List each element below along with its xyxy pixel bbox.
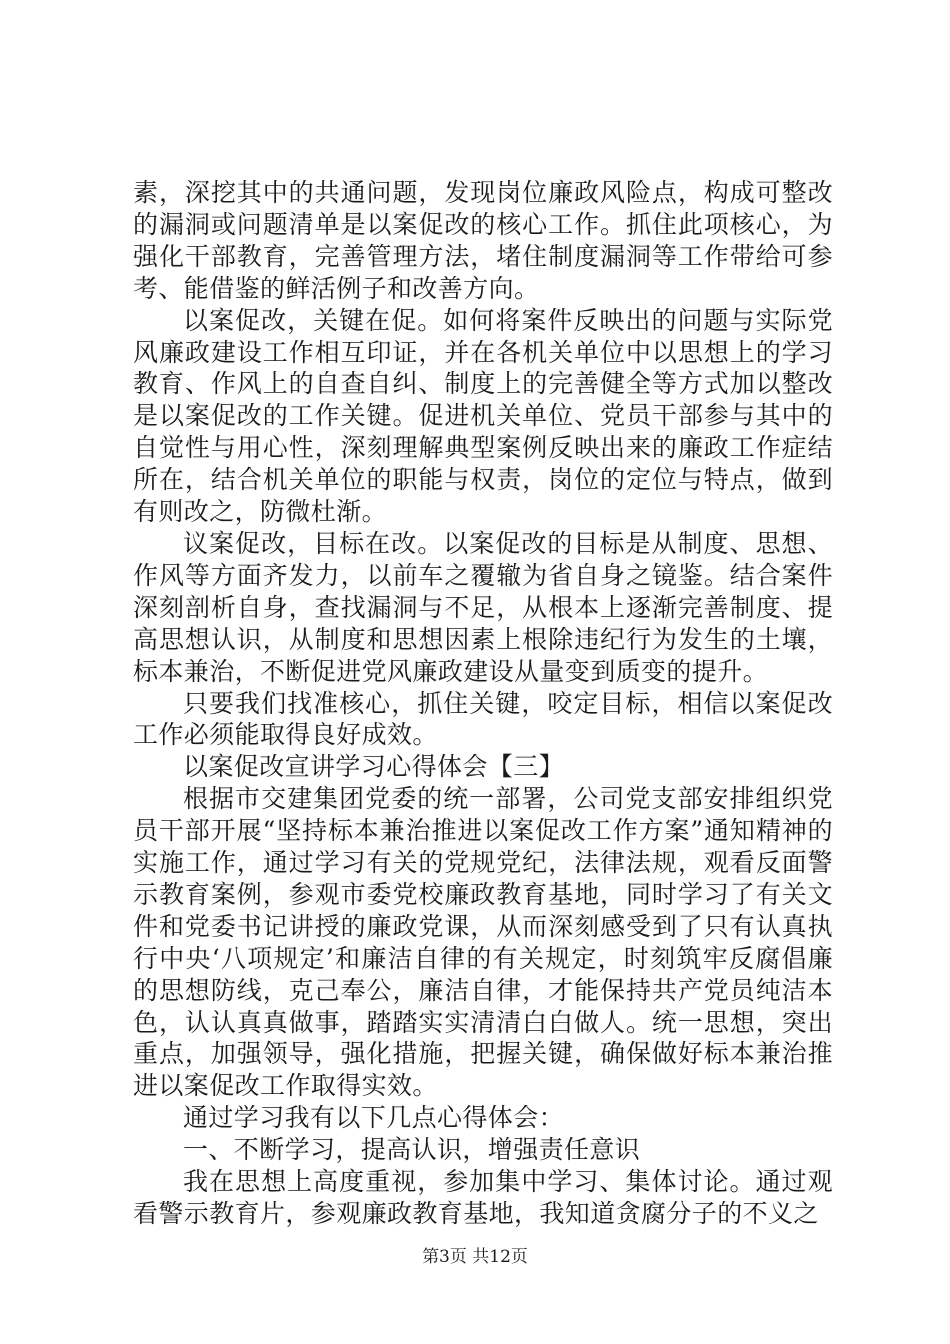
paragraph-4: 只要我们找准核心，抓住关键，咬定目标，相信以案促改工作必须能取得良好成效。	[133, 688, 833, 750]
paragraph-7: 我在思想上高度重视，参加集中学习、集体讨论。通过观看警示教育片，参观廉政教育基地，我知道贪腐分子的不义之	[133, 1167, 833, 1228]
section-heading: 以案促改宣讲学习心得体会【三】	[183, 752, 565, 782]
paragraph-2: 以案促改，关键在促。如何将案件反映出的问题与实际党风廉政建设工作相互印证，并在各机关单位中以思想上的学习教育、作风上的自查自纠、制度上的完善健全等方式加以整改是以案促改的工作关键。促进机关单位、党员干部参与其中的自觉性与用心性，深刻理解典型案例反映出来的廉政工作症结所在，结合机关单位的职能与权责，岗位的定位与特点，做到有则改之，防微杜渐。	[133, 305, 833, 527]
paragraph-5: 根据市交建集团党委的统一部署，公司党支部安排组织党员干部开展“坚持标本兼治推进以案促改工作方案”通知精神的实施工作，通过学习有关的党规党纪，法律法规，观看反面警示教育案例，参观市委党校廉政教育基地，同时学习了有关文件和党委书记讲授的廉政党课，从而深刻感受到了只有认真执行中央‘八项规定’和廉洁自律的有关规定，时刻筑牢反腐倡廉的思想防线，克己奉公，廉洁自律，才能保持共产党员纯洁本色，认认真真做事，踏踏实实清清白白做人。统一思想，突出重点，加强领导，强化措施，把握关键，确保做好标本兼治推进以案促改工作取得实效。	[133, 784, 833, 1101]
paragraph-3: 议案促改，目标在改。以案促改的目标是从制度、思想、作风等方面齐发力，以前车之覆辙为省自身之镜鉴。结合案件深刻剖析自身，查找漏洞与不足，从根本上逐渐完善制度、提高思想认识，从制度和思想因素上根除违纪行为发生的土壤，标本兼治，不断促进党风廉政建设从量变到质变的提升。	[133, 528, 833, 686]
page-footer: 第3页 共12页	[422, 1247, 528, 1267]
paragraph-1: 素，深挖其中的共通问题，发现岗位廉政风险点，构成可整改的漏洞或问题清单是以案促改的核心工作。抓住此项核心，为强化干部教育，完善管理方法，堵住制度漏洞等工作带给可参考、能借鉴的鲜活例子和改善方向。	[133, 178, 833, 303]
subheading-1: 一、不断学习，提高认识，增强责任意识	[183, 1135, 641, 1165]
paragraph-6: 通过学习我有以下几点心得体会：	[183, 1103, 565, 1133]
document-body	[133, 177, 833, 1230]
